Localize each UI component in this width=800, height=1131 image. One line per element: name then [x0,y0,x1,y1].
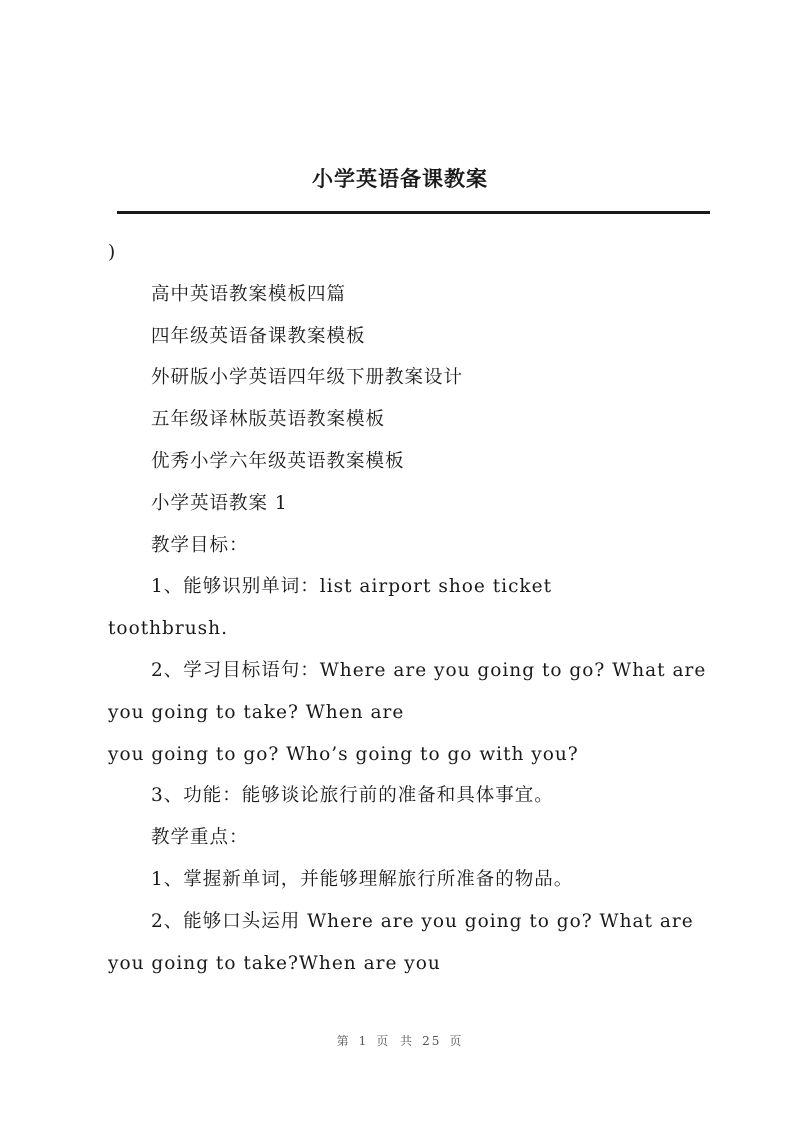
title-divider [117,211,710,214]
footer-prefix: 第 [336,1034,351,1048]
page-footer [0,1032,800,1049]
document-title: 小学英语备课教案 [312,166,488,191]
body-line: ) [108,242,117,263]
footer-total-pages: 25 [422,1034,442,1048]
body-line: you going to take? When are [108,701,405,723]
body-line: 四年级英语备课教案模板 [151,325,366,347]
body-line: 高中英语教案模板四篇 [151,283,347,305]
body-line: you going to go? Who’s going to go with you? [108,743,579,765]
body-line: 2、学习目标语句：Where are you going to go? What are [151,659,707,681]
body-line: 教学目标： [151,534,249,556]
body-line: 2、能够口头运用 Where are you going to go? What are [151,910,694,932]
footer-suffix: 页 [449,1034,464,1048]
body-line: 1、掌握新单词，并能够理解旅行所准备的物品。 [151,868,574,890]
body-line: 外研版小学英语四年级下册教案设计 [151,367,464,389]
body-line: 1、能够识别单词：list airport shoe ticket [151,576,553,598]
footer-middle: 页 共 [376,1034,415,1048]
body-line: 优秀小学六年级英语教案模板 [151,450,405,472]
body-line: 教学重点： [151,827,249,849]
body-line: you going to take?When are you [108,952,441,974]
body-line: 五年级译林版英语教案模板 [151,409,386,431]
document-body [108,232,712,984]
body-line: toothbrush. [108,618,228,640]
body-line: 小学英语教案 1 [151,492,288,514]
body-line: 3、功能：能够谈论旅行前的准备和具体事宜。 [151,785,554,807]
footer-page-number: 1 [358,1034,369,1048]
